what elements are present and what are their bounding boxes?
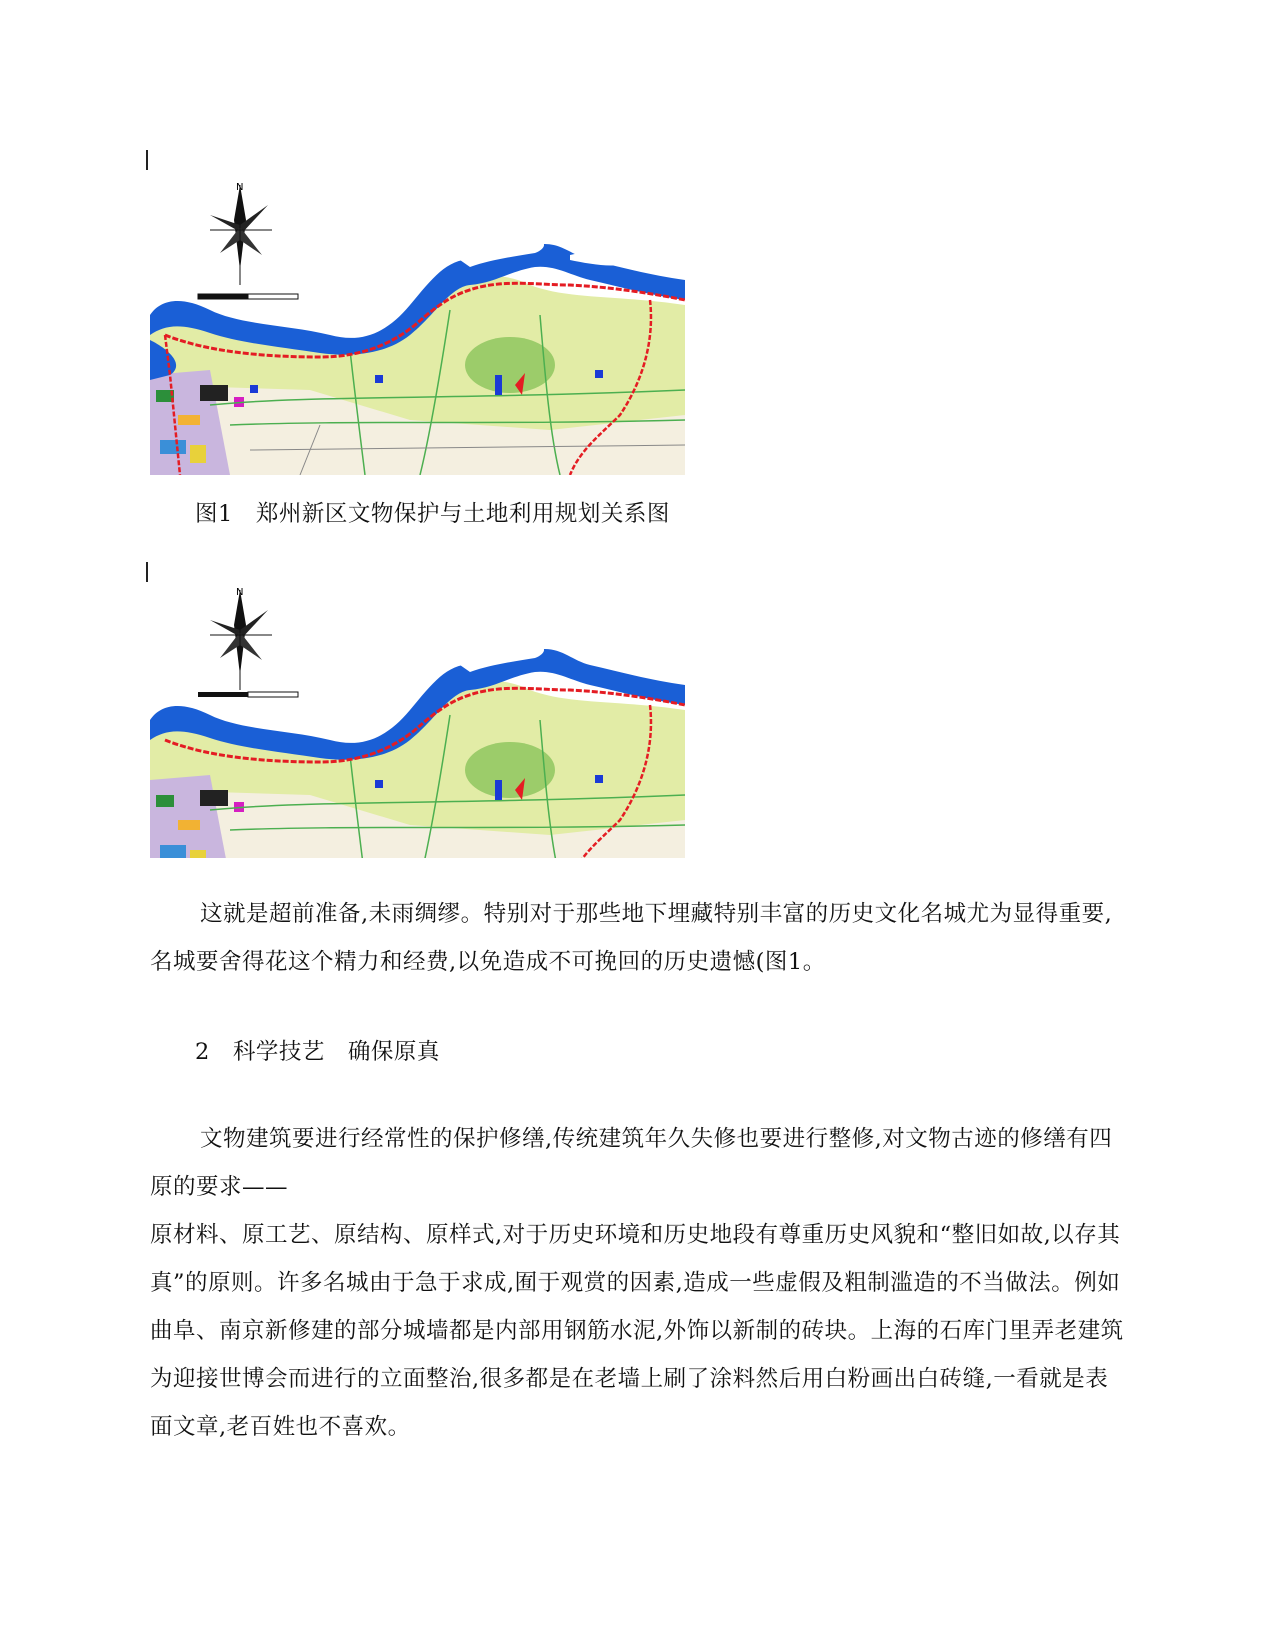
section-heading: 2 科学技艺 确保原真 bbox=[195, 1039, 440, 1065]
text-cursor-mark-2 bbox=[146, 562, 148, 582]
planning-map-image bbox=[150, 175, 685, 475]
compass-rose-icon-2 bbox=[210, 587, 272, 690]
figure1-caption: 图1 郑州新区文物保护与土地利用规划关系图 bbox=[195, 501, 670, 527]
compass-north-label-2: N bbox=[236, 587, 244, 598]
figure2-map bbox=[150, 580, 685, 858]
compass-rose-icon bbox=[210, 182, 272, 285]
paragraph-1: 这就是超前准备,未雨绸缪。特别对于那些地下埋藏特别丰富的历史文化名城尤为显得重要,名城要舍得花这个精力和经费,以免造成不可挽回的历史遗憾(图1。 bbox=[150, 901, 1113, 975]
paragraph-2-line-1: 文物建筑要进行经常性的保护修缮,传统建筑年久失修也要进行整修,对文物古迹的修缮有四原的要求—— bbox=[150, 1126, 1113, 1200]
paragraph-2-body: 原材料、原工艺、原结构、原样式,对于历史环境和历史地段有尊重历史风貌和“整旧如故,以存其真”的原则。许多名城由于急于求成,囿于观赏的因素,造成一些虚假及粗制滥造的不当做法。例如曲阜、南京新修建的部分城墙都是内部用钢筋水泥,外饰以新制的砖块。上海的石库门里弄老建筑为迎接世博会而进行的立面整治,很多都是在老墙上刷了涂料然后用白粉画出白砖缝,一看就是表面文章,老百姓也不喜欢。 bbox=[150, 1222, 1124, 1440]
compass-north-label: N bbox=[236, 182, 244, 193]
planning-map-image-2 bbox=[150, 580, 685, 858]
scale-bar-2 bbox=[198, 692, 298, 697]
text-cursor-mark bbox=[146, 150, 148, 170]
scale-bar bbox=[198, 294, 298, 299]
figure1-map bbox=[150, 175, 685, 475]
